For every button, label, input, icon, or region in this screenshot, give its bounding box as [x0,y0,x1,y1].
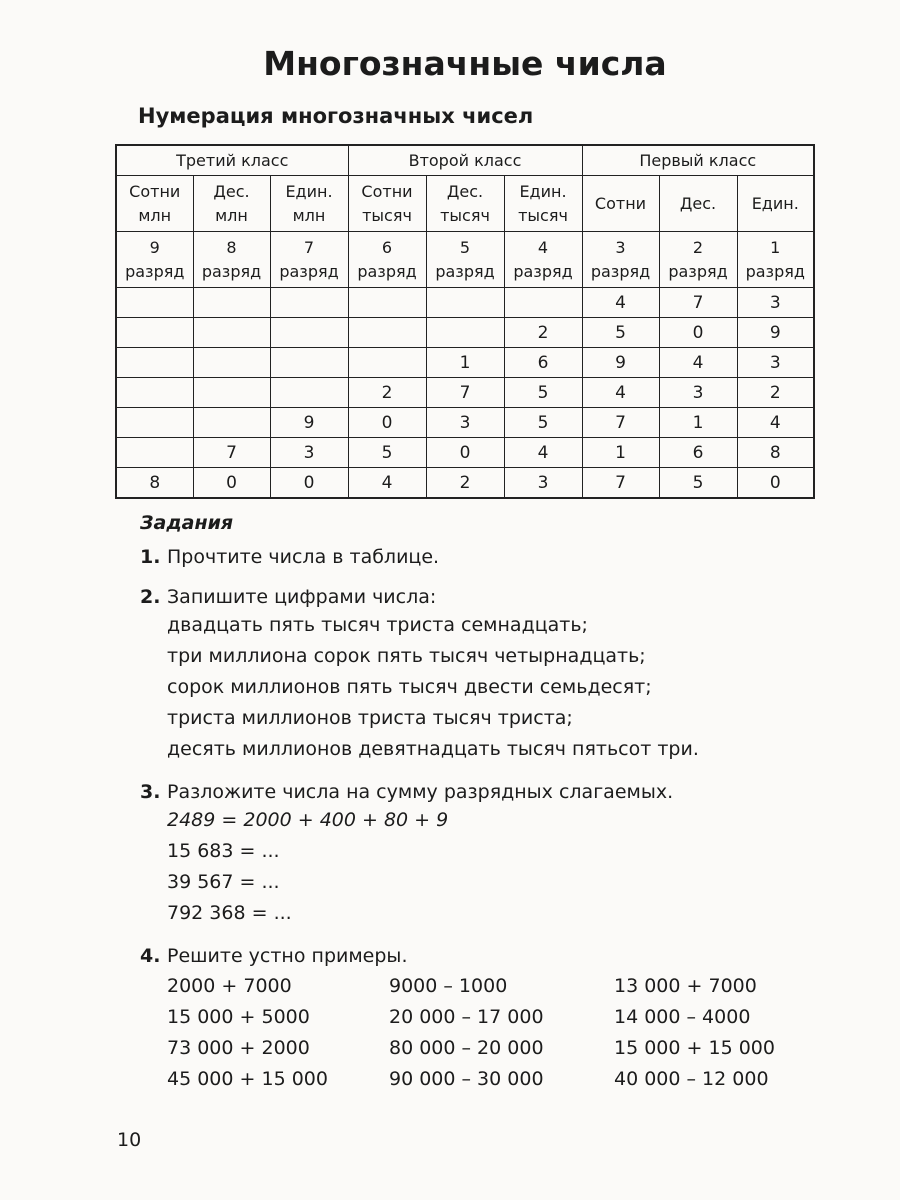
digit-position-cell: 2 разряд [659,232,737,288]
table-cell [116,438,193,468]
example-item: 45 000 + 15 000 [167,1068,328,1090]
table-cell: 2 [504,318,582,348]
rank-header-cell: Сотни млн [116,176,193,232]
table-cell: 3 [504,468,582,499]
page-title: Многозначные числа [263,44,667,83]
table-cell: 5 [582,318,659,348]
example-item: 14 000 – 4000 [614,1006,751,1028]
table-cell: 0 [270,468,348,499]
tasks-section [140,512,840,1095]
table-cell [426,288,504,318]
table-cell: 5 [504,408,582,438]
rank-header-cell: Един. млн [270,176,348,232]
table-cell: 7 [582,468,659,499]
table-cell [270,318,348,348]
class-header-row [116,145,814,176]
digit-position-cell: 1 разряд [737,232,814,288]
task-text: Разложите числа на сумму разрядных слагаемых. [167,781,674,803]
table-cell: 3 [659,378,737,408]
table-cell: 3 [426,408,504,438]
table-cell: 8 [116,468,193,499]
table-cell [270,288,348,318]
table-cell: 5 [348,438,426,468]
table-cell [348,318,426,348]
task-3 [140,781,840,929]
table-cell: 4 [504,438,582,468]
tasks-heading: Задания [140,512,234,534]
table-row [116,348,814,378]
example-item: 73 000 + 2000 [167,1037,310,1059]
task-number: 2. [140,586,161,608]
task-text: Запишите цифрами числа: [167,586,437,608]
table-cell [193,288,270,318]
class-header-cell: Третий класс [116,145,348,176]
table-cell: 3 [737,288,814,318]
table-cell: 0 [737,468,814,499]
rank-header-cell: Сотни [582,176,659,232]
example-item: 15 000 + 15 000 [614,1037,775,1059]
task-2 [140,586,840,765]
table-cell: 4 [582,378,659,408]
example-item: 20 000 – 17 000 [389,1006,544,1028]
numeration-table [115,144,815,499]
expansion-line: 792 368 = ... [167,902,292,924]
table-row [116,288,814,318]
table-cell: 9 [737,318,814,348]
task-number: 4. [140,945,161,967]
table-cell [270,348,348,378]
table-cell: 3 [270,438,348,468]
digit-position-cell: 3 разряд [582,232,659,288]
examples-column [614,971,775,1095]
table-cell [426,318,504,348]
rank-header-cell: Дес. тысяч [426,176,504,232]
rank-header-row [116,176,814,232]
example-item: 90 000 – 30 000 [389,1068,544,1090]
example-item: 13 000 + 7000 [614,975,757,997]
number-word-line: три миллиона сорок пять тысяч четырнадцать; [167,645,646,667]
table-cell [116,288,193,318]
number-word-line: десять миллионов девятнадцать тысяч пятьсот три. [167,738,699,760]
table-cell [270,378,348,408]
expansion-line: 15 683 = ... [167,840,280,862]
table-cell: 4 [737,408,814,438]
table-cell: 1 [659,408,737,438]
digit-position-cell: 8 разряд [193,232,270,288]
table-cell: 7 [426,378,504,408]
rank-header-cell: Един. [737,176,814,232]
table-row [116,378,814,408]
examples-column [389,971,614,1095]
table-row [116,468,814,499]
table-cell: 9 [270,408,348,438]
table-cell: 7 [582,408,659,438]
table-cell: 5 [504,378,582,408]
example-expansion: 2489 = 2000 + 400 + 80 + 9 [167,809,449,831]
examples-column [167,971,389,1095]
task-number: 1. [140,546,161,568]
rank-header-cell: Дес. млн [193,176,270,232]
table-cell: 0 [193,468,270,499]
task-4 [140,945,840,1095]
table-cell [116,378,193,408]
table-cell: 2 [348,378,426,408]
rank-header-cell: Дес. [659,176,737,232]
table-row [116,408,814,438]
table-cell [116,408,193,438]
table-cell: 4 [582,288,659,318]
table-cell: 1 [582,438,659,468]
table-cell: 4 [659,348,737,378]
number-word-line: триста миллионов триста тысяч триста; [167,707,573,729]
table-cell [348,348,426,378]
table-cell: 0 [426,438,504,468]
expansion-line: 39 567 = ... [167,871,280,893]
task-text: Решите устно примеры. [167,945,408,967]
table-cell: 2 [426,468,504,499]
table-cell: 4 [348,468,426,499]
table-cell: 6 [659,438,737,468]
rank-header-cell: Един. тысяч [504,176,582,232]
table-row [116,438,814,468]
class-header-cell: Первый класс [582,145,814,176]
table-cell [348,288,426,318]
table-cell: 7 [193,438,270,468]
table-cell [193,348,270,378]
table-cell: 5 [659,468,737,499]
table-cell: 9 [582,348,659,378]
table-cell: 8 [737,438,814,468]
mental-math-examples [167,971,840,1095]
class-header-cell: Второй класс [348,145,582,176]
number-word-line: сорок миллионов пять тысяч двести семьдесят; [167,676,652,698]
table-cell: 7 [659,288,737,318]
table-cell [193,408,270,438]
number-word-line: двадцать пять тысяч триста семнадцать; [167,614,588,636]
digit-position-row [116,232,814,288]
task-number: 3. [140,781,161,803]
digit-position-cell: 4 разряд [504,232,582,288]
table-cell [193,378,270,408]
table-cell: 1 [426,348,504,378]
table-cell: 2 [737,378,814,408]
table-cell: 6 [504,348,582,378]
rank-header-cell: Сотни тысяч [348,176,426,232]
table-cell: 3 [737,348,814,378]
digit-position-cell: 7 разряд [270,232,348,288]
task-1 [140,546,840,568]
example-item: 40 000 – 12 000 [614,1068,769,1090]
example-item: 80 000 – 20 000 [389,1037,544,1059]
digit-position-cell: 9 разряд [116,232,193,288]
table-row [116,318,814,348]
table-cell [116,348,193,378]
table-cell: 0 [659,318,737,348]
table-cell [504,288,582,318]
digit-position-cell: 5 разряд [426,232,504,288]
example-item: 15 000 + 5000 [167,1006,310,1028]
example-item: 2000 + 7000 [167,975,292,997]
task-text: Прочтите числа в таблице. [167,546,440,568]
page-number: 10 [117,1129,142,1151]
table-cell [116,318,193,348]
digit-position-cell: 6 разряд [348,232,426,288]
example-item: 9000 – 1000 [389,975,508,997]
table-cell: 0 [348,408,426,438]
table-cell [193,318,270,348]
section-subtitle: Нумерация многозначных чисел [138,104,534,128]
